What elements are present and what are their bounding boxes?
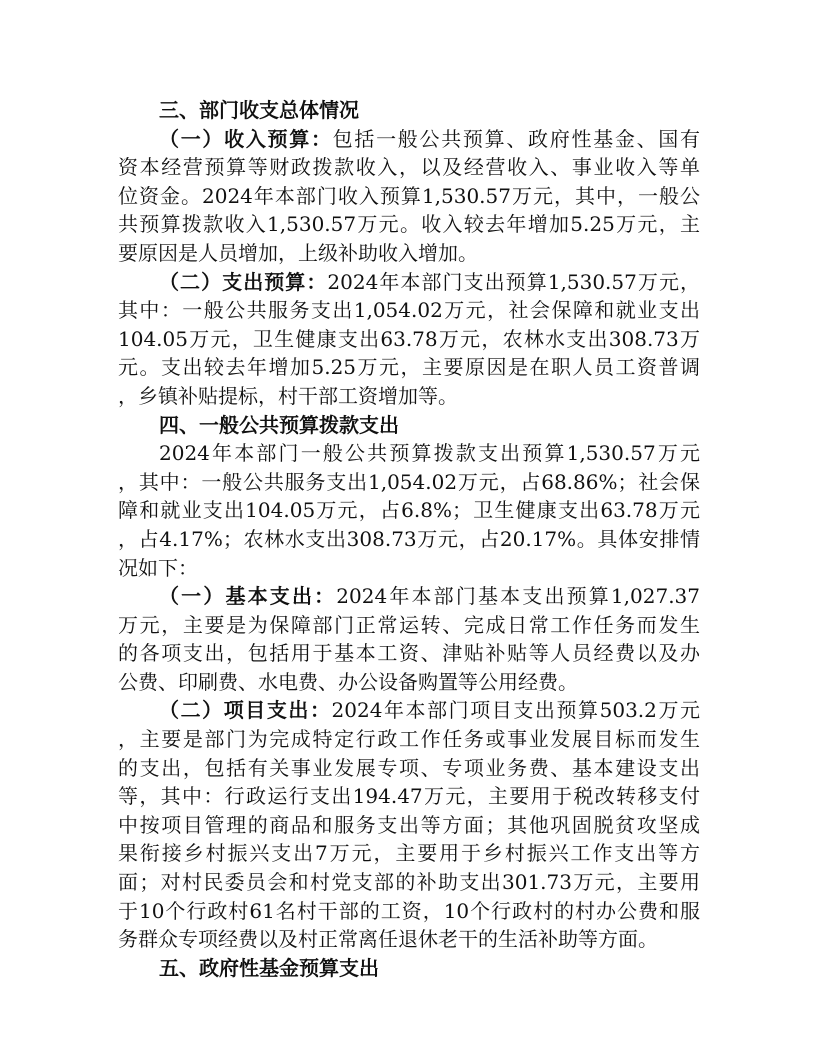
paragraph-line: ，乡镇补贴提标，村干部工资增加等。 <box>118 383 458 408</box>
paragraph-line: 面；对村民委员会和村党支部的补助支出301.73万元，主要用 <box>118 870 700 895</box>
paragraph-project-expense <box>118 696 700 953</box>
paragraph-line: 中按项目管理的商品和服务支出等方面；其他巩固脱贫攻坚成 <box>118 812 700 837</box>
paragraph-line: 位资金。2024年本部门收入预算1,530.57万元，其中，一般公 <box>118 183 700 208</box>
paragraph-line: 资本经营预算等财政拨款收入，以及经营收入、事业收入等单 <box>118 155 700 180</box>
paragraph-line <box>118 582 700 611</box>
paragraph-line: 要原因是人员增加，上级补助收入增加。 <box>118 240 478 265</box>
paragraph-general-budget <box>118 439 700 582</box>
paragraph-line <box>118 696 700 725</box>
paragraph-line: 元。支出较去年增加5.25万元，主要原因是在职人员工资普调 <box>118 355 700 380</box>
paragraph-line: 障和就业支出104.05万元，占6.8%；卫生健康支出63.78万元 <box>118 498 700 523</box>
paragraph-income-budget <box>118 125 700 268</box>
paragraph-line: 其中：一般公共服务支出1,054.02万元，社会保障和就业支出 <box>118 298 700 323</box>
paragraph-line: 况如下： <box>118 555 198 580</box>
section-heading-5: 五、政府性基金预算支出 <box>159 955 379 980</box>
paragraph-line: 于10个行政村61名村干部的工资，10个行政村的村办公费和服 <box>118 898 700 923</box>
paragraph-expense-budget <box>118 268 700 411</box>
paragraph-line: 的各项支出，包括用于基本工资、津贴补贴等人员经费以及办 <box>118 641 700 666</box>
paragraph-line: 等，其中：行政运行支出194.47万元，主要用于税改转移支付 <box>118 784 700 809</box>
paragraph-line <box>118 268 700 297</box>
paragraph-text: 2024年本部门项目支出预算503.2万元 <box>331 698 701 723</box>
paragraph-line: 104.05万元，卫生健康支出63.78万元，农林水支出308.73万 <box>118 326 700 351</box>
section-heading-4: 四、一般公共预算拨款支出 <box>159 412 399 437</box>
paragraph-line: 2024年本部门一般公共预算拨款支出预算1,530.57万元 <box>159 441 700 466</box>
paragraph-text: 2024年本部门基本支出预算1,027.37 <box>336 584 700 609</box>
paragraph-basic-expense <box>118 582 700 696</box>
document-body <box>118 96 700 982</box>
paragraph-line: 万元，主要是为保障部门正常运转、完成日常工作任务而发生 <box>118 612 700 637</box>
paragraph-line <box>118 125 700 154</box>
paragraph-lead: （一）基本支出： <box>159 584 337 609</box>
paragraph-line: ，其中：一般公共服务支出1,054.02万元，占68.86%；社会保 <box>118 469 700 494</box>
paragraph-line: ，占4.17%；农林水支出308.73万元，占20.17%。具体安排情 <box>118 526 700 551</box>
paragraph-lead: （二）支出预算： <box>159 269 328 294</box>
paragraph-line: 的支出，包括有关事业发展专项、专项业务费、基本建设支出 <box>118 755 700 780</box>
paragraph-line: 果衔接乡村振兴支出7万元，主要用于乡村振兴工作支出等方 <box>118 841 700 866</box>
paragraph-line: 务群众专项经费以及村正常离任退休老干的生活补助等方面。 <box>118 927 658 952</box>
paragraph-line: ，主要是部门为完成特定行政工作任务或事业发展目标而发生 <box>118 727 700 752</box>
paragraph-line: 共预算拨款收入1,530.57万元。收入较去年增加5.25万元，主 <box>118 212 700 237</box>
paragraph-lead: （二）项目支出： <box>159 698 332 723</box>
paragraph-line: 公费、印刷费、水电费、办公设备购置等公用经费。 <box>118 669 578 694</box>
paragraph-text: 包括一般公共预算、政府性基金、国有 <box>332 126 701 151</box>
section-heading-3: 三、部门收支总体情况 <box>159 98 359 122</box>
paragraph-lead: （一）收入预算： <box>159 126 333 151</box>
paragraph-text: 2024年本部门支出预算1,530.57万元， <box>327 269 701 294</box>
